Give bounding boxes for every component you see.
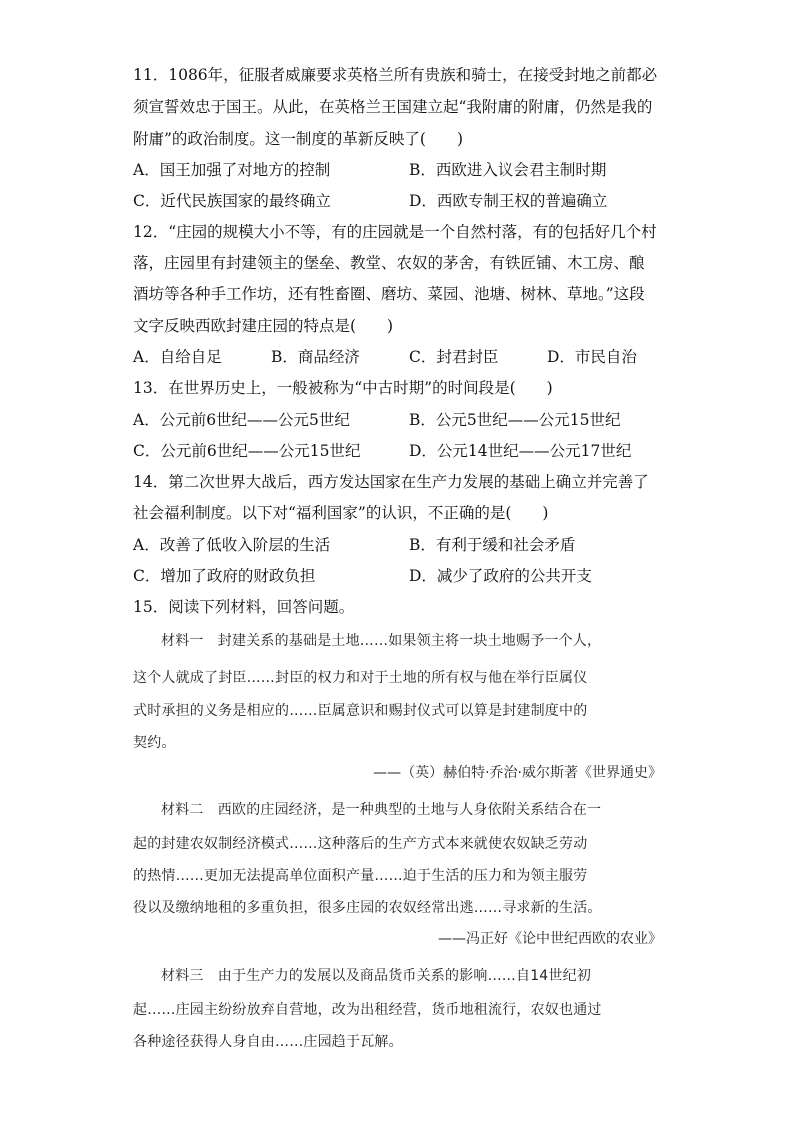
q13-option-a[interactable]: A．公元前6世纪——公元5世纪 <box>133 411 350 429</box>
q11-option-d[interactable]: D．西欧专制王权的普遍确立 <box>409 192 608 210</box>
material-2-source: ——冯正好《论中世纪西欧的农业》 <box>438 931 662 947</box>
q12-option-b[interactable]: B．商品经济 <box>271 348 360 366</box>
q12-stem-line-4: 文字反映西欧封建庄园的特点是( ) <box>133 317 394 335</box>
material-3-line-1: 材料三 由于生产力的发展以及商品货币关系的影响……自14世纪初 <box>161 968 592 984</box>
material-2-line-2: 起的封建农奴制经济模式……这种落后的生产方式本来就使农奴缺乏劳动 <box>133 836 588 852</box>
q14-option-a[interactable]: A．改善了低收入阶层的生活 <box>133 536 331 554</box>
q13-option-c[interactable]: C．公元前6世纪——公元15世纪 <box>133 442 361 460</box>
q11-stem-line-2: 须宣誓效忠于国王。从此，在英格兰王国建立起“我附庸的附庸，仍然是我的 <box>133 98 653 116</box>
q11-stem-line-3: 附庸”的政治制度。这一制度的革新反映了( ) <box>133 130 464 148</box>
q11-option-a[interactable]: A．国王加强了对地方的控制 <box>133 161 331 179</box>
q11-option-c[interactable]: C．近代民族国家的最终确立 <box>133 192 331 210</box>
q13-stem-line-1: 13．在世界历史上，一般被称为“中古时期”的时间段是( ) <box>133 379 553 397</box>
q14-option-b[interactable]: B．有利于缓和社会矛盾 <box>409 536 576 554</box>
q12-stem-line-1: 12．“庄园的规模大小不等，有的庄园就是一个自然村落，有的包括好几个村 <box>133 223 657 241</box>
q14-option-c[interactable]: C．增加了政府的财政负担 <box>133 567 316 585</box>
q12-option-a[interactable]: A．自给自足 <box>133 348 222 366</box>
material-3-line-3: 各种途径获得人身自由……庄园趋于瓦解。 <box>133 1034 403 1050</box>
material-1-line-1: 材料一 封建关系的基础是土地……如果领主将一块土地赐予一个人， <box>161 633 602 649</box>
q15-stem-line-1: 15．阅读下列材料，回答问题。 <box>133 598 355 616</box>
q11-option-b[interactable]: B．西欧进入议会君主制时期 <box>409 161 607 179</box>
q13-option-d[interactable]: D．公元14世纪——公元17世纪 <box>409 442 632 460</box>
material-1-source: ——（英）赫伯特·乔治·威尔斯著《世界通史》 <box>373 765 662 781</box>
material-1-line-4: 契约。 <box>133 735 176 751</box>
q14-option-d[interactable]: D．减少了政府的公共开支 <box>409 567 592 585</box>
material-2-line-4: 役以及缴纳地租的多重负担，很多庄园的农奴经常出逃……寻求新的生活。 <box>133 900 602 916</box>
material-2-line-1: 材料二 西欧的庄园经济，是一种典型的土地与人身依附关系结合在一 <box>161 802 602 818</box>
q11-stem-line-1: 11．1086年，征服者威廉要求英格兰所有贵族和骑士，在接受封地之前都必 <box>133 66 658 84</box>
q12-stem-line-2: 落，庄园里有封建领主的堡垒、教堂、农奴的茅舍，有铁匠铺、木工房、酿 <box>133 254 645 272</box>
q14-stem-line-2: 社会福利制度。以下对“福利国家”的认识，不正确的是( ) <box>133 504 549 522</box>
material-2-line-3: 的热情……更加无法提高单位面积产量……迫于生活的压力和为领主服劳 <box>133 868 588 884</box>
q12-stem-line-3: 酒坊等各种手工作坊，还有牲畜圈、磨坊、菜园、池塘、树林、草地。”这段 <box>133 285 645 303</box>
q14-stem-line-1: 14．第二次世界大战后，西方发达国家在生产力发展的基础上确立并完善了 <box>133 473 649 491</box>
material-3-line-2: 起……庄园主纷纷放弃自营地，改为出租经营，货币地租流行，农奴也通过 <box>133 1002 602 1018</box>
material-1-line-3: 式时承担的义务是相应的……臣属意识和赐封仪式可以算是封建制度中的 <box>133 703 588 719</box>
q12-option-d[interactable]: D．市民自治 <box>547 348 637 366</box>
material-1-line-2: 这个人就成了封臣……封臣的权力和对于土地的所有权与他在举行臣属仪 <box>133 670 588 686</box>
q12-option-c[interactable]: C．封君封臣 <box>409 348 499 366</box>
q13-option-b[interactable]: B．公元5世纪——公元15世纪 <box>409 411 621 429</box>
